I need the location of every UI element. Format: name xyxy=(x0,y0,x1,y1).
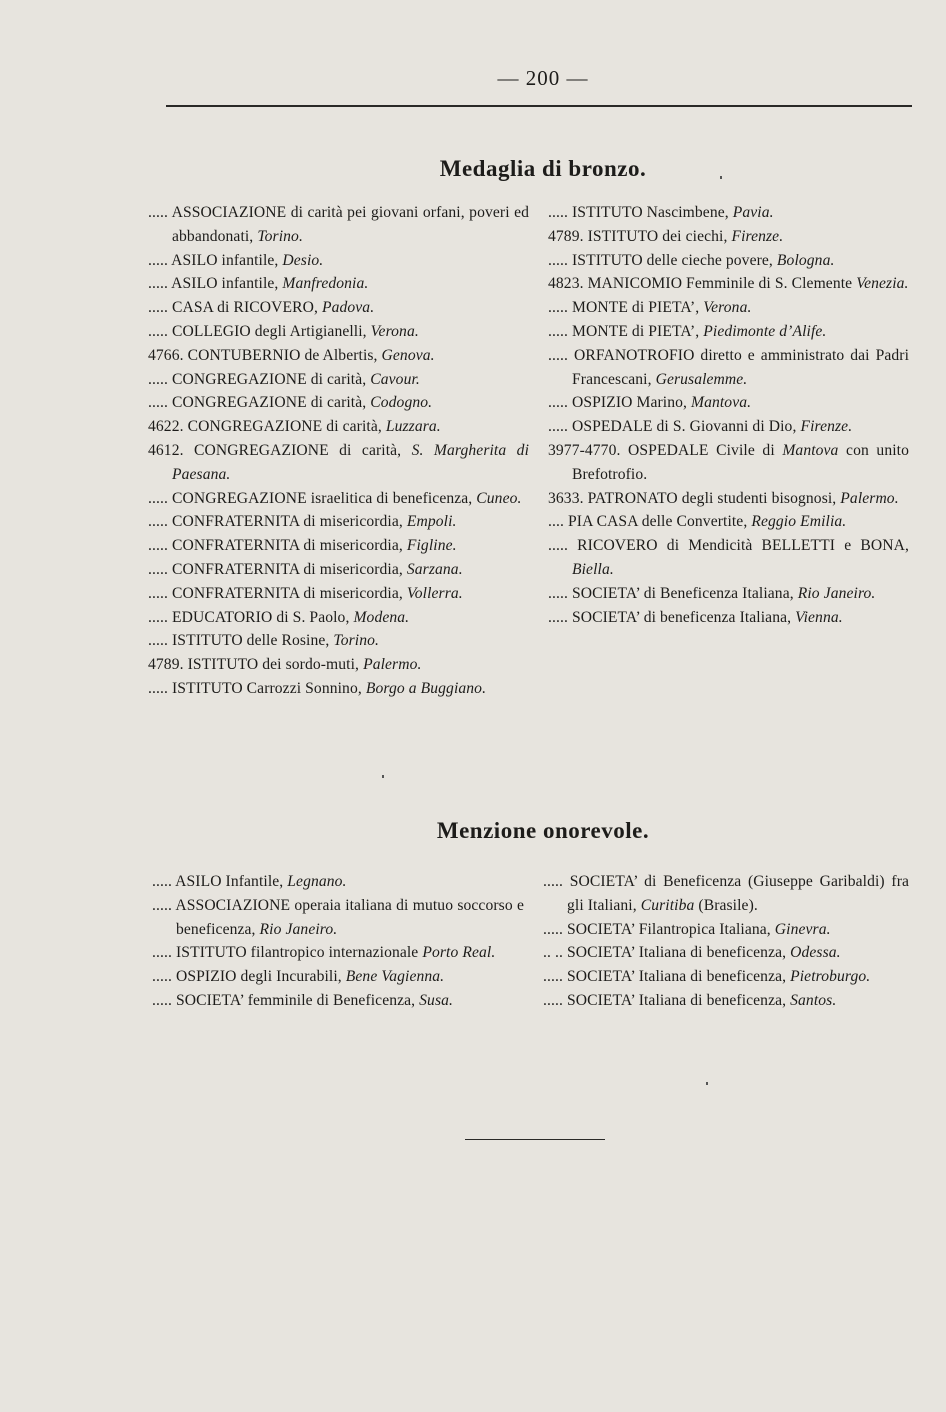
entry-number: 4612. xyxy=(148,441,184,459)
entry-number: ..... xyxy=(548,251,568,269)
list-item xyxy=(148,439,529,487)
institution-name: SOCIETA’ di beneficenza Italiana, xyxy=(572,608,792,626)
institution-name: ISTITUTO Carrozzi Sonnino, xyxy=(172,679,362,697)
institution-name: SOCIETA’ Italiana di beneficenza, xyxy=(567,968,787,986)
entry-number: ..... xyxy=(543,873,563,890)
entry-number: ..... xyxy=(548,346,568,364)
list-item xyxy=(548,201,909,225)
institution-place: Pavia. xyxy=(732,204,774,221)
institution-place: Figline. xyxy=(406,537,457,555)
list-item xyxy=(548,582,909,606)
list-item xyxy=(148,368,529,392)
institution-name: CASA di RICOVERO, xyxy=(172,299,318,317)
entry-number: ..... xyxy=(548,584,568,602)
list-item xyxy=(548,272,909,296)
list-item xyxy=(148,534,529,558)
list-item xyxy=(548,534,909,582)
institution-name: ASILO infantile, xyxy=(171,251,279,269)
institution-name: OSPIZIO degli Incurabili, xyxy=(176,968,342,986)
institution-place: Vienna. xyxy=(795,608,843,626)
list-item xyxy=(543,918,909,942)
list-item xyxy=(152,894,524,942)
entry-number: ..... xyxy=(148,322,168,340)
institution-place: Codogno. xyxy=(370,394,433,412)
entry-number: ..... xyxy=(543,991,563,1009)
institution-place: Torino. xyxy=(257,227,303,245)
entry-number: ..... xyxy=(152,896,172,914)
entry-number: ..... xyxy=(148,275,168,293)
list-item xyxy=(548,439,909,487)
entry-number: ..... xyxy=(148,251,168,269)
institution-place: Firenze. xyxy=(800,418,853,436)
institution-place: Curitiba xyxy=(640,896,695,914)
institution-place: Odessa. xyxy=(790,944,841,962)
institution-place: Mantova. xyxy=(690,394,752,412)
institution-place: Legnano. xyxy=(287,873,347,890)
institution-name: SOCIETA’ Italiana di beneficenza, xyxy=(567,991,787,1009)
list-item xyxy=(543,870,909,918)
institution-name: PATRONATO degli studenti bisognosi, xyxy=(587,489,837,507)
print-speck xyxy=(706,1082,708,1085)
section-title-menzione-onorevole: Menzione onorevole. xyxy=(436,818,650,843)
entry-number: ..... xyxy=(148,204,168,221)
institution-place: Santos. xyxy=(790,991,837,1009)
institution-place: Palermo. xyxy=(840,489,899,507)
institution-place: Torino. xyxy=(333,632,380,650)
entry-number: .. .. xyxy=(543,944,563,962)
list-item xyxy=(148,296,529,320)
institution-name: CONGREGAZIONE di carità, xyxy=(172,370,367,388)
entry-number: ..... xyxy=(548,537,568,555)
institution-place: Reggio Emilia. xyxy=(751,513,847,531)
institution-name: ISTITUTO dei ciechi, xyxy=(587,227,728,245)
institution-name: ASILO infantile, xyxy=(171,275,279,293)
institution-name: CONFRATERNITA di misericordia, xyxy=(172,560,403,578)
institution-name: ASSOCIAZIONE di carità pei giovani orfani, poveri ed abbandonati, xyxy=(171,204,529,245)
institution-name: MONTE di PIETA’, xyxy=(572,299,700,317)
institution-place: Pietroburgo. xyxy=(790,968,871,986)
entry-number: ..... xyxy=(148,299,168,317)
institution-place: Vollerra. xyxy=(406,584,463,602)
entry-number: ..... xyxy=(148,537,168,555)
list-item xyxy=(152,941,524,965)
institution-name: ASILO Infantile, xyxy=(175,873,284,890)
entry-number: ..... xyxy=(548,322,568,340)
list-item xyxy=(148,606,529,630)
institution-place: Rio Janeiro. xyxy=(797,584,876,602)
institution-place: Palermo. xyxy=(363,656,422,674)
print-speck xyxy=(720,176,722,179)
institution-name: CONGREGAZIONE di carità, xyxy=(172,394,367,412)
institution-name: CONFRATERNITA di misericordia, xyxy=(172,513,403,531)
entry-number: ..... xyxy=(548,608,568,626)
list-item xyxy=(148,249,529,273)
entry-number: ..... xyxy=(543,968,563,986)
entry-number: ..... xyxy=(152,991,172,1009)
list-item xyxy=(148,487,529,511)
institution-name: PIA CASA delle Convertite, xyxy=(568,513,748,531)
entry-number: ..... xyxy=(148,513,168,531)
entry-number: 4766. xyxy=(148,346,184,364)
list-item xyxy=(148,391,529,415)
list-item xyxy=(548,510,909,534)
entry-number: 4823. xyxy=(548,275,584,293)
institution-name: MONTE di PIETA’, xyxy=(572,322,700,340)
institution-place: Modena. xyxy=(353,608,410,626)
institution-place: Borgo a Buggiano. xyxy=(365,679,487,697)
institution-name: MANICOMIO Femminile di S. Clemente xyxy=(587,275,853,293)
institution-name: CONTUBERNIO de Albertis, xyxy=(187,346,378,364)
institution-place: Verona. xyxy=(370,322,419,340)
list-item xyxy=(148,415,529,439)
institution-name: ISTITUTO delle Rosine, xyxy=(172,632,330,650)
bronze-left-column xyxy=(148,201,529,701)
entry-number: ..... xyxy=(548,204,568,221)
list-item xyxy=(152,965,524,989)
institution-place: Desio. xyxy=(282,251,324,269)
institution-place: Ginevra. xyxy=(774,920,831,938)
entry-number: .... xyxy=(548,513,564,531)
institution-name: ISTITUTO delle cieche povere, xyxy=(572,251,773,269)
entry-number: ..... xyxy=(152,873,172,890)
institution-place: Bologna. xyxy=(776,251,835,269)
entry-number: 3633. xyxy=(548,489,584,507)
institution-name: ISTITUTO dei sordo-muti, xyxy=(187,656,360,674)
entry-number: ..... xyxy=(148,632,168,650)
institution-suffix: con unito Brefotrofio. xyxy=(572,441,909,483)
institution-place: Gerusalemme. xyxy=(655,370,748,388)
institution-place: Bene Vagienna. xyxy=(345,968,445,986)
entry-number: ..... xyxy=(148,489,168,507)
entry-number: 4789. xyxy=(548,227,584,245)
list-item xyxy=(548,415,909,439)
header-rule xyxy=(166,105,912,107)
list-item xyxy=(152,989,524,1013)
institution-name: OSPEDALE Civile di xyxy=(628,441,775,459)
list-item xyxy=(148,558,529,582)
institution-place: Piedimonte d’Alife. xyxy=(703,322,827,340)
entry-number: ..... xyxy=(148,584,168,602)
print-speck xyxy=(382,775,384,778)
list-item xyxy=(148,201,529,249)
institution-place: S. Margherita di Paesana. xyxy=(172,441,530,483)
list-item xyxy=(548,487,909,511)
institution-place: Sarzana. xyxy=(406,560,463,578)
institution-name: CONGREGAZIONE di carità, xyxy=(187,418,382,436)
entry-number: 3977-4770. xyxy=(548,441,621,459)
list-item xyxy=(148,344,529,368)
institution-place: Mantova xyxy=(782,441,839,459)
entry-number: ..... xyxy=(548,299,568,317)
list-item xyxy=(543,941,909,965)
entry-number: ..... xyxy=(548,394,568,412)
list-item xyxy=(548,344,909,392)
list-item xyxy=(548,225,909,249)
institution-place: Padova. xyxy=(321,299,375,317)
institution-name: ISTITUTO filantropico internazionale xyxy=(176,944,419,962)
bronze-right-column xyxy=(548,201,909,629)
institution-suffix: (Brasile). xyxy=(698,896,758,914)
list-item xyxy=(148,653,529,677)
entry-number: ..... xyxy=(152,944,172,962)
institution-place: Susa. xyxy=(419,991,454,1009)
entry-number: ..... xyxy=(148,679,168,697)
list-item xyxy=(148,510,529,534)
institution-place: Genova. xyxy=(381,346,435,364)
list-item xyxy=(148,629,529,653)
institution-name: CONGREGAZIONE di carità, xyxy=(194,441,402,459)
institution-name: SOCIETA’ di Beneficenza (Giuseppe Garibaldi) fra gli Italiani, xyxy=(567,873,910,914)
institution-name: SOCIETA’ Filantropica Italiana, xyxy=(567,920,771,938)
entry-number: ..... xyxy=(543,920,563,938)
institution-place: Firenze. xyxy=(731,227,784,245)
institution-name: CONFRATERNITA di misericordia, xyxy=(172,584,403,602)
institution-name: COLLEGIO degli Artigianelli, xyxy=(172,322,367,340)
institution-place: Manfredonia. xyxy=(282,275,369,293)
entry-number: 4622. xyxy=(148,418,184,436)
institution-name: EDUCATORIO di S. Paolo, xyxy=(172,608,350,626)
list-item xyxy=(152,870,524,894)
entry-number: 4789. xyxy=(148,656,184,674)
list-item xyxy=(548,391,909,415)
list-item xyxy=(548,606,909,630)
honorable-left-column xyxy=(152,870,524,1013)
entry-number: ..... xyxy=(148,370,168,388)
institution-place: Rio Janeiro. xyxy=(259,920,338,938)
list-item xyxy=(148,272,529,296)
entry-number: ..... xyxy=(152,968,172,986)
institution-name: SOCIETA’ Italiana di beneficenza, xyxy=(567,944,787,962)
honorable-right-column xyxy=(543,870,909,1013)
institution-name: CONFRATERNITA di misericordia, xyxy=(172,537,403,555)
institution-place: Biella. xyxy=(572,560,614,578)
institution-place: Cavour. xyxy=(370,370,420,388)
list-item xyxy=(543,989,909,1013)
institution-name: OSPEDALE di S. Giovanni di Dio, xyxy=(572,418,797,436)
institution-place: Porto Real. xyxy=(422,944,496,962)
institution-place: Luzzara. xyxy=(385,418,441,436)
institution-name: ASSOCIAZIONE operaia italiana di mutuo soccorso e beneficenza, xyxy=(175,896,524,938)
list-item xyxy=(548,296,909,320)
list-item xyxy=(543,965,909,989)
entry-number: ..... xyxy=(148,394,168,412)
list-item xyxy=(548,249,909,273)
institution-name: SOCIETA’ femminile di Beneficenza, xyxy=(176,991,416,1009)
entry-number: ..... xyxy=(148,560,168,578)
institution-name: RICOVERO di Mendicità BELLETTI e BONA, xyxy=(577,537,909,555)
entry-number: ..... xyxy=(148,608,168,626)
list-item xyxy=(548,320,909,344)
institution-place: Verona. xyxy=(703,299,752,317)
institution-place: Cuneo. xyxy=(476,489,522,507)
list-item xyxy=(148,582,529,606)
entry-number: ..... xyxy=(548,418,568,436)
institution-name: CONGREGAZIONE israelitica di beneficenza, xyxy=(172,489,473,507)
institution-name: ORFANOTROFIO diretto e amministrato dai Padri Francescani, xyxy=(572,346,909,388)
list-item xyxy=(148,320,529,344)
list-item xyxy=(148,677,529,701)
footer-rule xyxy=(465,1139,605,1140)
institution-name: ISTITUTO Nascimbene, xyxy=(572,204,729,221)
section-title-medaglia-bronzo: Medaglia di bronzo. xyxy=(439,156,647,181)
institution-place: Venezia. xyxy=(856,275,909,293)
institution-name: SOCIETA’ di Beneficenza Italiana, xyxy=(572,584,794,602)
institution-name: OSPIZIO Marino, xyxy=(572,394,687,412)
page-number: — 200 — xyxy=(497,66,589,90)
institution-place: Empoli. xyxy=(406,513,457,531)
